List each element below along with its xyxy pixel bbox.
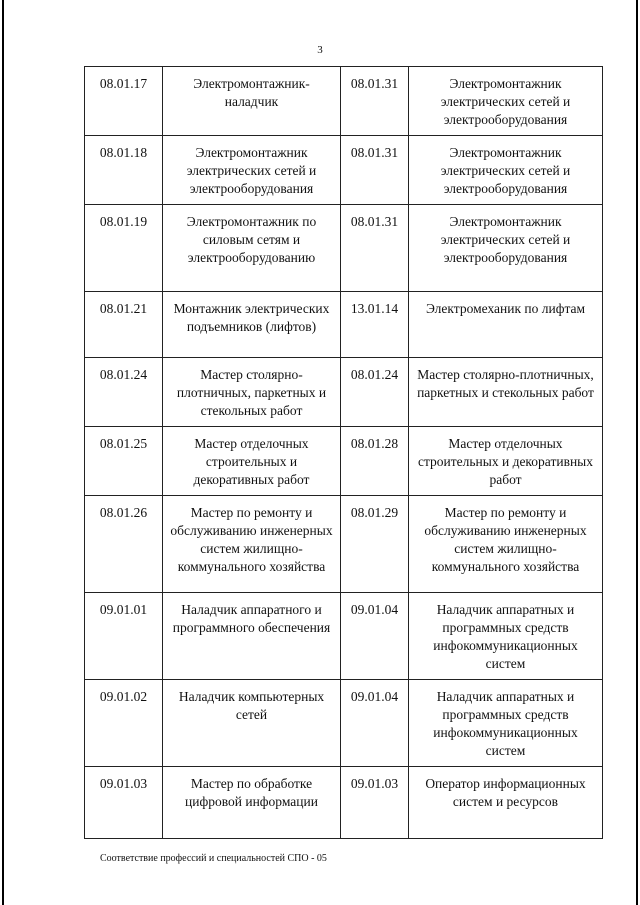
table-body bbox=[85, 67, 603, 839]
new-name-cell: Наладчик аппаратных и программных средств инфокоммуникационных систем bbox=[409, 593, 603, 680]
old-code-cell: 09.01.02 bbox=[85, 680, 163, 767]
old-name-cell: Наладчик компьютерных сетей bbox=[163, 680, 341, 767]
old-code-cell: 08.01.18 bbox=[85, 136, 163, 205]
old-code-cell: 08.01.24 bbox=[85, 358, 163, 427]
new-code-cell: 09.01.04 bbox=[341, 680, 409, 767]
old-code-cell: 09.01.01 bbox=[85, 593, 163, 680]
new-code-cell: 09.01.03 bbox=[341, 767, 409, 839]
table-row bbox=[85, 136, 603, 205]
table-row bbox=[85, 427, 603, 496]
new-name-cell: Оператор информационных систем и ресурсов bbox=[409, 767, 603, 839]
old-name-cell: Мастер по обработке цифровой информации bbox=[163, 767, 341, 839]
old-code-cell: 08.01.19 bbox=[85, 205, 163, 292]
table-row bbox=[85, 680, 603, 767]
new-code-cell: 08.01.31 bbox=[341, 67, 409, 136]
old-code-cell: 08.01.17 bbox=[85, 67, 163, 136]
new-name-cell: Наладчик аппаратных и программных средств инфокоммуникационных систем bbox=[409, 680, 603, 767]
new-code-cell: 08.01.24 bbox=[341, 358, 409, 427]
old-name-cell: Электромонтажник по силовым сетям и электрооборудованию bbox=[163, 205, 341, 292]
new-code-cell: 08.01.28 bbox=[341, 427, 409, 496]
old-code-cell: 08.01.21 bbox=[85, 292, 163, 358]
new-name-cell: Мастер по ремонту и обслуживанию инженерных систем жилищно-коммунального хозяйства bbox=[409, 496, 603, 593]
table-row bbox=[85, 67, 603, 136]
old-name-cell: Наладчик аппаратного и программного обеспечения bbox=[163, 593, 341, 680]
table-row bbox=[85, 292, 603, 358]
new-name-cell: Электромонтажник электрических сетей и электрооборудования bbox=[409, 67, 603, 136]
old-name-cell: Монтажник электрических подъемников (лифтов) bbox=[163, 292, 341, 358]
old-name-cell: Мастер по ремонту и обслуживанию инженерных систем жилищно-коммунального хозяйства bbox=[163, 496, 341, 593]
new-code-cell: 13.01.14 bbox=[341, 292, 409, 358]
scan-edge-right bbox=[636, 0, 638, 905]
old-code-cell: 09.01.03 bbox=[85, 767, 163, 839]
old-name-cell: Электромонтажник-наладчик bbox=[163, 67, 341, 136]
new-code-cell: 08.01.31 bbox=[341, 205, 409, 292]
footer-text: Соответствие профессий и специальностей СПО - 05 bbox=[100, 853, 327, 864]
table-row bbox=[85, 205, 603, 292]
table-row bbox=[85, 358, 603, 427]
new-code-cell: 08.01.29 bbox=[341, 496, 409, 593]
new-name-cell: Мастер столярно-плотничных, паркетных и стекольных работ bbox=[409, 358, 603, 427]
new-name-cell: Электромеханик по лифтам bbox=[409, 292, 603, 358]
page-number: 3 bbox=[317, 44, 323, 56]
new-code-cell: 09.01.04 bbox=[341, 593, 409, 680]
old-name-cell: Мастер столярно-плотничных, паркетных и стекольных работ bbox=[163, 358, 341, 427]
new-name-cell: Мастер отделочных строительных и декоративных работ bbox=[409, 427, 603, 496]
old-code-cell: 08.01.25 bbox=[85, 427, 163, 496]
table-row bbox=[85, 767, 603, 839]
table-row bbox=[85, 496, 603, 593]
old-name-cell: Электромонтажник электрических сетей и электрооборудования bbox=[163, 136, 341, 205]
correspondence-table bbox=[84, 66, 603, 839]
table-row bbox=[85, 593, 603, 680]
new-name-cell: Электромонтажник электрических сетей и электрооборудования bbox=[409, 205, 603, 292]
new-code-cell: 08.01.31 bbox=[341, 136, 409, 205]
new-name-cell: Электромонтажник электрических сетей и электрооборудования bbox=[409, 136, 603, 205]
old-name-cell: Мастер отделочных строительных и декоративных работ bbox=[163, 427, 341, 496]
old-code-cell: 08.01.26 bbox=[85, 496, 163, 593]
scan-edge-left bbox=[2, 0, 4, 905]
